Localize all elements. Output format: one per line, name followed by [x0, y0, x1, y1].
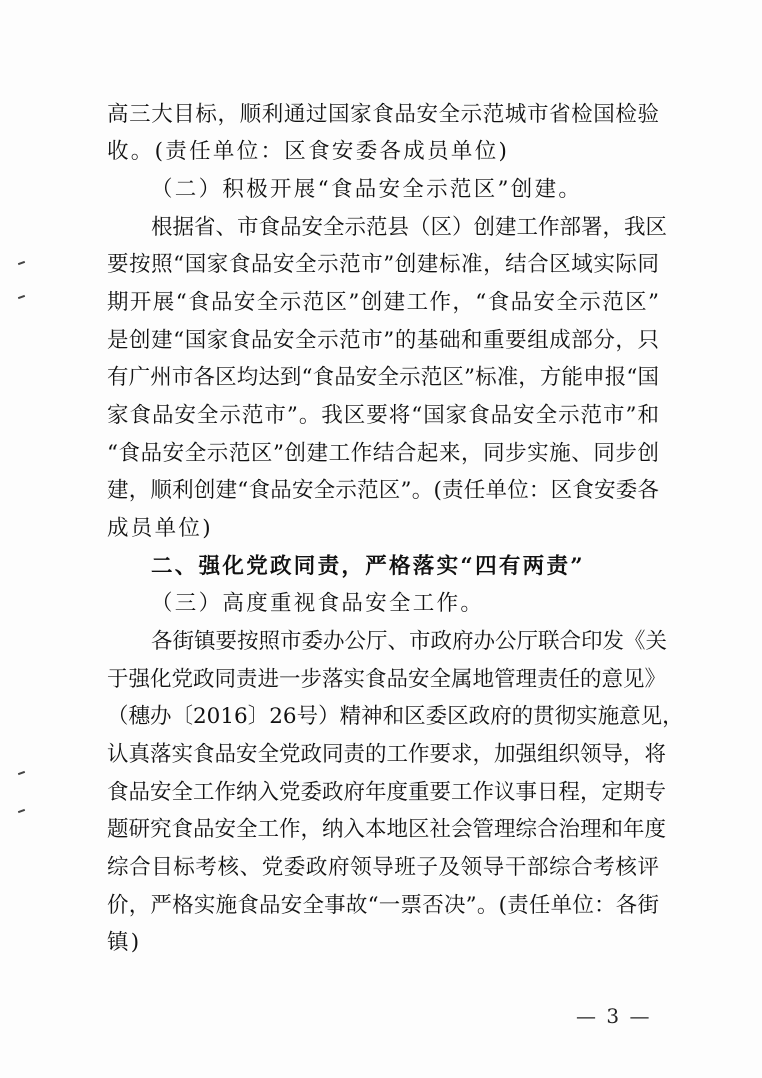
body-line: 要按照“国家食品安全示范市”创建标准，结合区域实际同 — [107, 252, 659, 277]
margin-mark — [18, 809, 25, 813]
margin-mark — [18, 771, 25, 775]
margin-mark — [18, 295, 25, 299]
body-line: 镇) — [107, 930, 142, 955]
body-line: 题研究食品安全工作，纳入本地区社会管理综合治理和年度 — [107, 817, 667, 842]
body-line: “食品安全示范区”创建工作结合起来，同步实施、同步创 — [107, 441, 659, 466]
body-line: 高三大目标，顺利通过国家食品安全示范城市省检国检验 — [107, 102, 659, 127]
body-line: 是创建“国家食品安全示范市”的基础和重要组成部分，只 — [107, 328, 659, 353]
section-subheading: （二）积极开展“食品安全示范区”创建。 — [151, 177, 583, 202]
body-line: 家食品安全示范市”。我区要将“国家食品安全示范市”和 — [107, 403, 659, 428]
body-line: 各街镇要按照市委办公厅、市政府办公厅联合印发《关 — [151, 629, 668, 654]
body-line: （穗办〔2016〕26号）精神和区委区政府的贯彻实施意见， — [107, 704, 684, 729]
body-line: 根据省、市食品安全示范县（区）创建工作部署，我区 — [151, 215, 668, 240]
body-line: 建，顺利创建“食品安全示范区”。(责任单位：区食安委各 — [107, 478, 659, 503]
margin-mark — [18, 261, 25, 265]
body-line: 食品安全工作纳入党委政府年度重要工作议事日程，定期专 — [107, 780, 667, 805]
section-subheading: （三）高度重视食品安全工作。 — [151, 591, 485, 616]
body-line: 于强化党政同责进一步落实食品安全属地管理责任的意见》 — [107, 667, 667, 692]
body-line: 价，严格实施食品安全事故“一票否决”。(责任单位：各街 — [107, 893, 659, 918]
body-line: 成员单位) — [107, 516, 213, 541]
body-line: 有广州市各区均达到“食品安全示范区”标准，方能申报“国 — [107, 365, 659, 390]
page-number: — 3 — — [576, 1004, 652, 1028]
body-line: 收。(责任单位：区食安委各成员单位) — [107, 139, 510, 164]
body-line: 综合目标考核、党委政府领导班子及领导干部综合考核评 — [107, 855, 659, 880]
body-line: 认真落实食品安全党政同责的工作要求，加强组织领导，将 — [107, 742, 667, 767]
body-line: 期开展“食品安全示范区”创建工作，“食品安全示范区” — [107, 290, 659, 315]
section-heading: 二、强化党政同责，严格落实“四有两责” — [151, 554, 585, 579]
